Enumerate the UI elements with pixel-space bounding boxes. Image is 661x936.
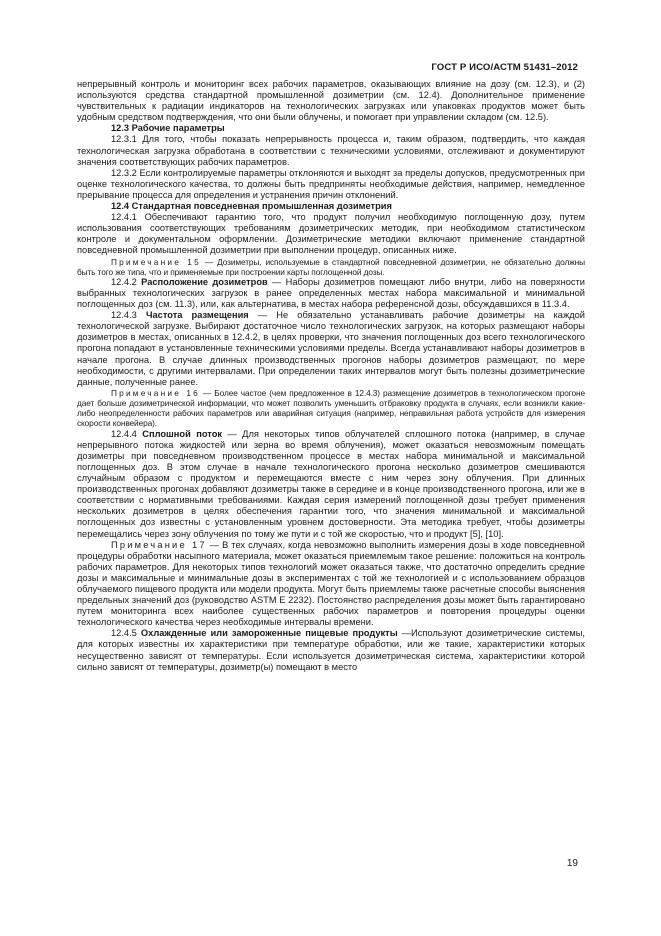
paragraph-number: 12.4.3 bbox=[111, 310, 146, 321]
paragraph-12-4-4 bbox=[77, 429, 585, 540]
section-heading-12-4: 12.4 Стандартная повседневная промышленная дозиметрия bbox=[111, 201, 392, 212]
paragraph-title: Охлажденные или замороженные пищевые продукты bbox=[140, 628, 398, 639]
paragraph-text: —Используют дозиметрические системы, для которых известны их характеристики при температуре обработки, или же такие, характеристики которых несущественно зависят от температуры. Если используется дозиметрическая система, характеристики которой сильно зависят от температуры, дозиметр(ы) помещают в место bbox=[77, 628, 585, 672]
section-heading-12-3: 12.3 Рабочие параметры bbox=[111, 123, 225, 134]
note-17 bbox=[77, 540, 585, 629]
paragraph-title: Сплошной поток bbox=[142, 428, 223, 439]
note-text: — В тех случаях, когда невозможно выполнить измерения дозы в ходе повседневной процедуры обработки насыпного материала, может оказаться приемлемым такое решение: положиться на контроль рабочих параметров. Для некоторых типов технологий может оказаться также, что достаточно определить средние дозы и максимальные и минимальные дозы в экспериментах с той же технологией и с использованием образцов облучаемого пищевого продукта или модели продукта. Могут быть приемлемы также расчетные способы выяснения предельных значений доз (руководство ASTM E 2232). Постоянство распределения дозы может быть гарантировано путем мониторинга всех наиболее существенных рабочих параметров и повторения процедуры оценки технологического качества через необходимые интервалы времени. bbox=[77, 539, 585, 628]
note-text: — Дозиметры, используемые в стандартной повседневной дозиметрии, не обязательно должны быть того же типа, что и применяемые при построении карты поглощенной дозы. bbox=[77, 256, 585, 277]
paragraph-text: — Наборы дозиметров помещают либо внутри, либо на поверхности выбранных технологических загрузок в ранее определенных местах набора максимальной и минимальной поглощенных доз (см. 11.3), или, как альтернатива, в местах набора референсной дозы, обсуждавшихся в 11.3.4. bbox=[77, 276, 586, 310]
paragraph-12-4-5 bbox=[77, 628, 585, 672]
note-label: Примечание 15 bbox=[111, 256, 201, 267]
paragraph-12-4-1: 12.4.1 Обеспечивают гарантию того, что продукт получил необходимую поглощенную дозу, путем использования соответствующих требованиям дозиметрических методик, при необходимом статистическом контроле и документальном оформлении. Дозиметрические методики включают применение стандартной повседневной промышленной дозиметрии при выполнении процедур, описанных ниже. bbox=[77, 212, 585, 256]
paragraph-12-4-3 bbox=[77, 310, 585, 388]
note-text: — Более частое (чем предложенное в 12.4.3) размещение дозиметров в технологическом прогоне дает больше дозиметрической информации, что может позволить уменьшить отбраковку продукта в случаях, если возникли какие-либо неопределенности рабочих параметров или аварийная ситуация (например, неправильная работа устройств для измерения скорости конвейера). bbox=[77, 387, 585, 429]
paragraph-text: — Для некоторых типов облучателей сплошного потока (например, в случае непрерывного потока жидкостей или зерна во время облучения), может оказаться невозможным помещать дозиметры при повседневном производственном процессе в местах набора минимальной и максимальной поглощенных доз. В этом случае в начале технологического прогона несколько дозиметров смешиваются случайным образом с продуктом и перемещаются вместе с ним через зону облучения. При длинных производственных прогонах добавляют дозиметры также в середине и в конце производственного прогона, или же в соответствии с нормативными требованиями. Каждая серия измерений поглощенной дозы требует применения нескольких дозиметров в целях обеспечения гарантии того, что значения минимальной и максимальной поглощенных доз известны с установленным уровнем достоверности. Эта методика требует, чтобы дозиметры перемещались через зону облучения по тому же пути и с той же скоростью, что и продукт [5], [10]. bbox=[77, 428, 585, 539]
paragraph-title: Частота размещения bbox=[145, 310, 249, 321]
paragraph-12-3-2: 12.3.2 Если контролируемые параметры отклоняются и выходят за пределы допусков, предусмотренных при оценке технологического качества, то должны быть предприняты необходимые действия, например, немедленное прерывание процесса для определения и устранения причин отклонений. bbox=[77, 167, 585, 200]
paragraph-number: 12.4.2 bbox=[111, 276, 142, 287]
document-header: ГОСТ Р ИСО/АСТМ 51431–2012 bbox=[431, 62, 578, 73]
page-body bbox=[77, 79, 585, 673]
page-number: 19 bbox=[566, 858, 578, 869]
note-label: Примечание 16 bbox=[111, 387, 200, 398]
paragraph-number: 12.4.5 bbox=[111, 628, 141, 639]
paragraph-12-3-1: 12.3.1 Для того, чтобы показать непрерывность процесса и, таким образом, подтвердить, что каждая технологическая загрузка обработана в соответствии с техническими условиями, отслеживают и документируют значения соответствующих рабочих параметров. bbox=[77, 134, 585, 167]
paragraph-text: — Не обязательно устанавливать рабочие дозиметры на каждой технологической загрузке. Выбирают достаточное число технологических загрузок, на которых размещают наборы дозиметров в местах, описанных в 12.4.2, в целях проверки, что значения поглощенных доз всего технологического прогона попадают в установленные техническими условиями пределы. Всегда устанавливают наборы дозиметров в начале прогона. В случае длинных производственных прогонов наборы дозиметров размещают, по мере необходимости, с другими интервалами. При определении таких интервалов могут быть полезны дозиметрические данные, полученные ранее. bbox=[77, 310, 585, 387]
note-16 bbox=[77, 388, 585, 429]
paragraph-number: 12.4.4 bbox=[111, 428, 143, 439]
paragraph-12-4-2 bbox=[77, 277, 585, 310]
paragraph-title: Расположение дозиметров bbox=[141, 276, 268, 287]
intro-paragraph: непрерывный контроль и мониторинг всех рабочих параметров, оказывающих влияние на дозу (см. 12.3), и (2) используются средства стандартной промышленной дозиметрии (см. 12.4). Дополнительное применение чувствительных к радиации индикаторов на технологических загрузках или упаковках продуктов может быть удобным средством подтверждения, что они были облучены, и помогает при управлении складом (см. 12.5). bbox=[77, 79, 585, 123]
note-label: Примечание 17 bbox=[111, 539, 207, 550]
note-15 bbox=[77, 257, 585, 277]
